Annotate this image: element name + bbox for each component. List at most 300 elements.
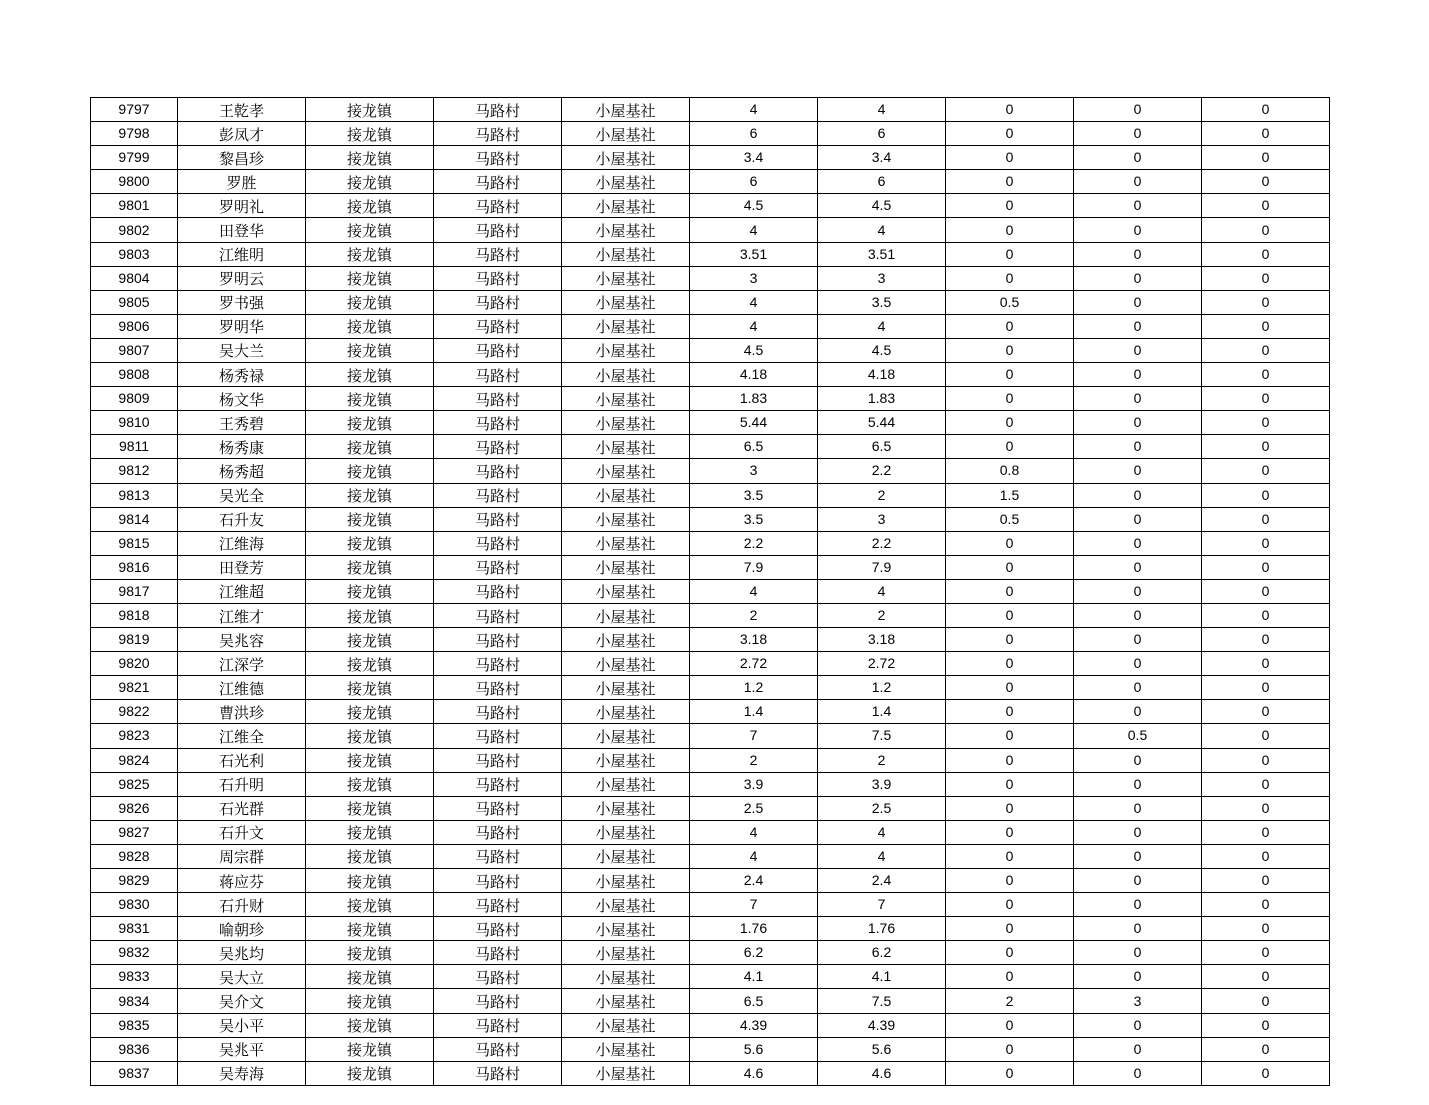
value-4-cell: 0: [1074, 603, 1202, 627]
table-row: [91, 170, 1330, 194]
table-row: [91, 98, 1330, 122]
group-cell: 小屋基社: [562, 917, 690, 941]
name-cell: 吴兆平: [178, 1037, 306, 1061]
value-2-cell: 4.5: [818, 338, 946, 362]
name-cell: 罗书强: [178, 290, 306, 314]
table-row: [91, 748, 1330, 772]
table-row: [91, 965, 1330, 989]
table-row: [91, 652, 1330, 676]
value-1-cell: 6: [690, 122, 818, 146]
table-row: [91, 507, 1330, 531]
value-5-cell: 0: [1202, 435, 1330, 459]
group-cell: 小屋基社: [562, 965, 690, 989]
value-1-cell: 2.5: [690, 796, 818, 820]
table-row: [91, 266, 1330, 290]
value-5-cell: 0: [1202, 314, 1330, 338]
value-4-cell: 0: [1074, 628, 1202, 652]
group-cell: 小屋基社: [562, 363, 690, 387]
table-row: [91, 194, 1330, 218]
value-5-cell: 0: [1202, 893, 1330, 917]
value-5-cell: 0: [1202, 98, 1330, 122]
value-5-cell: 0: [1202, 242, 1330, 266]
table-row: [91, 676, 1330, 700]
value-5-cell: 0: [1202, 579, 1330, 603]
value-4-cell: 0: [1074, 290, 1202, 314]
value-4-cell: 0: [1074, 387, 1202, 411]
village-cell: 马路村: [434, 628, 562, 652]
group-cell: 小屋基社: [562, 869, 690, 893]
village-cell: 马路村: [434, 555, 562, 579]
record-number-cell: 9833: [91, 965, 178, 989]
village-cell: 马路村: [434, 459, 562, 483]
value-1-cell: 5.44: [690, 411, 818, 435]
value-3-cell: 0: [946, 411, 1074, 435]
village-cell: 马路村: [434, 917, 562, 941]
record-number-cell: 9836: [91, 1037, 178, 1061]
value-3-cell: 0: [946, 242, 1074, 266]
value-1-cell: 3.5: [690, 483, 818, 507]
value-5-cell: 0: [1202, 146, 1330, 170]
town-cell: 接龙镇: [306, 941, 434, 965]
group-cell: 小屋基社: [562, 1061, 690, 1085]
name-cell: 吴光全: [178, 483, 306, 507]
record-number-cell: 9837: [91, 1061, 178, 1085]
village-cell: 马路村: [434, 820, 562, 844]
value-3-cell: 0: [946, 652, 1074, 676]
town-cell: 接龙镇: [306, 1013, 434, 1037]
town-cell: 接龙镇: [306, 122, 434, 146]
value-3-cell: 0: [946, 338, 1074, 362]
value-1-cell: 2: [690, 603, 818, 627]
value-4-cell: 0: [1074, 483, 1202, 507]
table-row: [91, 218, 1330, 242]
town-cell: 接龙镇: [306, 917, 434, 941]
value-5-cell: 0: [1202, 965, 1330, 989]
value-2-cell: 2: [818, 603, 946, 627]
name-cell: 喻朝珍: [178, 917, 306, 941]
town-cell: 接龙镇: [306, 290, 434, 314]
table-row: [91, 989, 1330, 1013]
group-cell: 小屋基社: [562, 555, 690, 579]
value-3-cell: 0: [946, 194, 1074, 218]
town-cell: 接龙镇: [306, 700, 434, 724]
value-5-cell: 0: [1202, 218, 1330, 242]
value-3-cell: 0: [946, 796, 1074, 820]
value-5-cell: 0: [1202, 290, 1330, 314]
group-cell: 小屋基社: [562, 170, 690, 194]
record-number-cell: 9799: [91, 146, 178, 170]
value-4-cell: 0: [1074, 146, 1202, 170]
group-cell: 小屋基社: [562, 941, 690, 965]
value-5-cell: 0: [1202, 266, 1330, 290]
group-cell: 小屋基社: [562, 411, 690, 435]
record-number-cell: 9831: [91, 917, 178, 941]
value-2-cell: 7.5: [818, 989, 946, 1013]
value-3-cell: 0: [946, 98, 1074, 122]
town-cell: 接龙镇: [306, 820, 434, 844]
value-3-cell: 0: [946, 266, 1074, 290]
value-2-cell: 3.5: [818, 290, 946, 314]
table-row: [91, 122, 1330, 146]
record-number-cell: 9820: [91, 652, 178, 676]
village-cell: 马路村: [434, 483, 562, 507]
value-2-cell: 1.76: [818, 917, 946, 941]
value-3-cell: 0: [946, 1037, 1074, 1061]
value-5-cell: 0: [1202, 917, 1330, 941]
value-3-cell: 0: [946, 917, 1074, 941]
value-5-cell: 0: [1202, 459, 1330, 483]
group-cell: 小屋基社: [562, 628, 690, 652]
value-3-cell: 0: [946, 218, 1074, 242]
name-cell: 吴介文: [178, 989, 306, 1013]
name-cell: 罗明云: [178, 266, 306, 290]
value-3-cell: 0: [946, 628, 1074, 652]
record-number-cell: 9829: [91, 869, 178, 893]
village-cell: 马路村: [434, 724, 562, 748]
table-row: [91, 411, 1330, 435]
value-5-cell: 0: [1202, 363, 1330, 387]
value-2-cell: 6: [818, 170, 946, 194]
table-row: [91, 603, 1330, 627]
value-2-cell: 4.18: [818, 363, 946, 387]
village-cell: 马路村: [434, 748, 562, 772]
name-cell: 石升财: [178, 893, 306, 917]
value-3-cell: 0: [946, 1013, 1074, 1037]
value-3-cell: 0: [946, 555, 1074, 579]
village-cell: 马路村: [434, 363, 562, 387]
value-5-cell: 0: [1202, 989, 1330, 1013]
value-2-cell: 6: [818, 122, 946, 146]
name-cell: 江维德: [178, 676, 306, 700]
value-2-cell: 4: [818, 820, 946, 844]
group-cell: 小屋基社: [562, 338, 690, 362]
value-4-cell: 0: [1074, 796, 1202, 820]
value-1-cell: 6.5: [690, 435, 818, 459]
value-5-cell: 0: [1202, 531, 1330, 555]
group-cell: 小屋基社: [562, 1013, 690, 1037]
name-cell: 杨秀康: [178, 435, 306, 459]
value-4-cell: 0: [1074, 435, 1202, 459]
value-4-cell: 0: [1074, 266, 1202, 290]
village-cell: 马路村: [434, 844, 562, 868]
value-1-cell: 3.18: [690, 628, 818, 652]
town-cell: 接龙镇: [306, 869, 434, 893]
value-2-cell: 4: [818, 98, 946, 122]
value-1-cell: 3.51: [690, 242, 818, 266]
value-3-cell: 0: [946, 893, 1074, 917]
value-3-cell: 0.5: [946, 507, 1074, 531]
record-number-cell: 9822: [91, 700, 178, 724]
value-4-cell: 0: [1074, 363, 1202, 387]
value-5-cell: 0: [1202, 194, 1330, 218]
value-2-cell: 3.18: [818, 628, 946, 652]
value-4-cell: 0: [1074, 1037, 1202, 1061]
table-row: [91, 1013, 1330, 1037]
value-5-cell: 0: [1202, 1061, 1330, 1085]
name-cell: 罗明华: [178, 314, 306, 338]
group-cell: 小屋基社: [562, 579, 690, 603]
value-5-cell: 0: [1202, 676, 1330, 700]
value-1-cell: 3: [690, 459, 818, 483]
value-4-cell: 0: [1074, 1013, 1202, 1037]
value-5-cell: 0: [1202, 555, 1330, 579]
value-2-cell: 1.83: [818, 387, 946, 411]
value-1-cell: 6.2: [690, 941, 818, 965]
record-number-cell: 9801: [91, 194, 178, 218]
village-cell: 马路村: [434, 266, 562, 290]
value-4-cell: 0: [1074, 820, 1202, 844]
name-cell: 石升文: [178, 820, 306, 844]
table-row: [91, 1037, 1330, 1061]
value-3-cell: 0: [946, 603, 1074, 627]
value-3-cell: 0: [946, 387, 1074, 411]
value-4-cell: 0: [1074, 507, 1202, 531]
value-1-cell: 3.5: [690, 507, 818, 531]
town-cell: 接龙镇: [306, 531, 434, 555]
value-2-cell: 2: [818, 748, 946, 772]
town-cell: 接龙镇: [306, 628, 434, 652]
record-number-cell: 9828: [91, 844, 178, 868]
value-4-cell: 0: [1074, 676, 1202, 700]
name-cell: 田登华: [178, 218, 306, 242]
village-cell: 马路村: [434, 1037, 562, 1061]
table-row: [91, 772, 1330, 796]
value-4-cell: 0: [1074, 748, 1202, 772]
group-cell: 小屋基社: [562, 772, 690, 796]
value-2-cell: 4.1: [818, 965, 946, 989]
town-cell: 接龙镇: [306, 338, 434, 362]
record-number-cell: 9814: [91, 507, 178, 531]
group-cell: 小屋基社: [562, 218, 690, 242]
value-1-cell: 1.83: [690, 387, 818, 411]
value-1-cell: 4.39: [690, 1013, 818, 1037]
value-5-cell: 0: [1202, 796, 1330, 820]
value-5-cell: 0: [1202, 772, 1330, 796]
value-4-cell: 0: [1074, 170, 1202, 194]
group-cell: 小屋基社: [562, 146, 690, 170]
group-cell: 小屋基社: [562, 387, 690, 411]
village-cell: 马路村: [434, 411, 562, 435]
group-cell: 小屋基社: [562, 820, 690, 844]
table-row: [91, 387, 1330, 411]
record-number-cell: 9812: [91, 459, 178, 483]
table-row: [91, 459, 1330, 483]
value-1-cell: 4.18: [690, 363, 818, 387]
village-cell: 马路村: [434, 170, 562, 194]
table-row: [91, 555, 1330, 579]
name-cell: 江维才: [178, 603, 306, 627]
value-1-cell: 2: [690, 748, 818, 772]
town-cell: 接龙镇: [306, 435, 434, 459]
value-5-cell: 0: [1202, 338, 1330, 362]
name-cell: 石光利: [178, 748, 306, 772]
record-number-cell: 9821: [91, 676, 178, 700]
town-cell: 接龙镇: [306, 266, 434, 290]
table-row: [91, 290, 1330, 314]
table-row: [91, 314, 1330, 338]
record-number-cell: 9809: [91, 387, 178, 411]
group-cell: 小屋基社: [562, 290, 690, 314]
table-row: [91, 1061, 1330, 1085]
group-cell: 小屋基社: [562, 724, 690, 748]
town-cell: 接龙镇: [306, 555, 434, 579]
value-1-cell: 4.1: [690, 965, 818, 989]
town-cell: 接龙镇: [306, 194, 434, 218]
value-4-cell: 0: [1074, 122, 1202, 146]
name-cell: 江深学: [178, 652, 306, 676]
value-2-cell: 7.5: [818, 724, 946, 748]
value-5-cell: 0: [1202, 603, 1330, 627]
table-row: [91, 796, 1330, 820]
value-2-cell: 7.9: [818, 555, 946, 579]
town-cell: 接龙镇: [306, 459, 434, 483]
group-cell: 小屋基社: [562, 603, 690, 627]
value-5-cell: 0: [1202, 170, 1330, 194]
value-5-cell: 0: [1202, 1037, 1330, 1061]
value-5-cell: 0: [1202, 411, 1330, 435]
village-cell: 马路村: [434, 242, 562, 266]
village-cell: 马路村: [434, 435, 562, 459]
table-row: [91, 531, 1330, 555]
town-cell: 接龙镇: [306, 748, 434, 772]
value-2-cell: 4.39: [818, 1013, 946, 1037]
value-2-cell: 2.4: [818, 869, 946, 893]
town-cell: 接龙镇: [306, 603, 434, 627]
value-2-cell: 6.2: [818, 941, 946, 965]
value-1-cell: 4: [690, 98, 818, 122]
name-cell: 黎昌珍: [178, 146, 306, 170]
record-number-cell: 9802: [91, 218, 178, 242]
value-4-cell: 0.5: [1074, 724, 1202, 748]
value-2-cell: 4: [818, 579, 946, 603]
village-cell: 马路村: [434, 314, 562, 338]
name-cell: 吴寿海: [178, 1061, 306, 1085]
value-4-cell: 0: [1074, 459, 1202, 483]
group-cell: 小屋基社: [562, 314, 690, 338]
value-2-cell: 7: [818, 893, 946, 917]
value-2-cell: 1.4: [818, 700, 946, 724]
group-cell: 小屋基社: [562, 242, 690, 266]
value-3-cell: 0: [946, 869, 1074, 893]
table-row: [91, 338, 1330, 362]
value-3-cell: 0: [946, 844, 1074, 868]
value-1-cell: 4: [690, 820, 818, 844]
record-number-cell: 9807: [91, 338, 178, 362]
group-cell: 小屋基社: [562, 507, 690, 531]
table-row: [91, 435, 1330, 459]
table-row: [91, 820, 1330, 844]
value-3-cell: 0: [946, 1061, 1074, 1085]
value-4-cell: 0: [1074, 579, 1202, 603]
value-2-cell: 3: [818, 507, 946, 531]
value-3-cell: 0: [946, 724, 1074, 748]
land-data-table: [90, 97, 1330, 1086]
village-cell: 马路村: [434, 941, 562, 965]
name-cell: 杨文华: [178, 387, 306, 411]
name-cell: 吴兆容: [178, 628, 306, 652]
value-3-cell: 0: [946, 820, 1074, 844]
village-cell: 马路村: [434, 194, 562, 218]
record-number-cell: 9803: [91, 242, 178, 266]
group-cell: 小屋基社: [562, 844, 690, 868]
name-cell: 吴大立: [178, 965, 306, 989]
value-2-cell: 5.6: [818, 1037, 946, 1061]
value-3-cell: 0.8: [946, 459, 1074, 483]
town-cell: 接龙镇: [306, 579, 434, 603]
name-cell: 吴小平: [178, 1013, 306, 1037]
table-row: [91, 579, 1330, 603]
town-cell: 接龙镇: [306, 724, 434, 748]
name-cell: 罗明礼: [178, 194, 306, 218]
table-row: [91, 893, 1330, 917]
value-2-cell: 2.2: [818, 459, 946, 483]
record-number-cell: 9818: [91, 603, 178, 627]
village-cell: 马路村: [434, 507, 562, 531]
record-number-cell: 9826: [91, 796, 178, 820]
town-cell: 接龙镇: [306, 1037, 434, 1061]
value-4-cell: 0: [1074, 917, 1202, 941]
value-3-cell: 0: [946, 676, 1074, 700]
value-1-cell: 4: [690, 290, 818, 314]
value-2-cell: 1.2: [818, 676, 946, 700]
village-cell: 马路村: [434, 603, 562, 627]
value-4-cell: 0: [1074, 844, 1202, 868]
value-1-cell: 7: [690, 893, 818, 917]
value-1-cell: 1.2: [690, 676, 818, 700]
village-cell: 马路村: [434, 218, 562, 242]
name-cell: 石升明: [178, 772, 306, 796]
town-cell: 接龙镇: [306, 772, 434, 796]
record-number-cell: 9798: [91, 122, 178, 146]
village-cell: 马路村: [434, 1013, 562, 1037]
value-3-cell: 0: [946, 772, 1074, 796]
value-4-cell: 0: [1074, 411, 1202, 435]
name-cell: 王秀碧: [178, 411, 306, 435]
value-1-cell: 4: [690, 579, 818, 603]
village-cell: 马路村: [434, 122, 562, 146]
value-4-cell: 0: [1074, 893, 1202, 917]
name-cell: 江维超: [178, 579, 306, 603]
record-number-cell: 9835: [91, 1013, 178, 1037]
value-3-cell: 0: [946, 146, 1074, 170]
value-5-cell: 0: [1202, 122, 1330, 146]
value-2-cell: 4: [818, 844, 946, 868]
record-number-cell: 9832: [91, 941, 178, 965]
name-cell: 杨秀禄: [178, 363, 306, 387]
village-cell: 马路村: [434, 652, 562, 676]
value-4-cell: 0: [1074, 242, 1202, 266]
group-cell: 小屋基社: [562, 1037, 690, 1061]
value-2-cell: 4: [818, 314, 946, 338]
value-4-cell: 0: [1074, 772, 1202, 796]
town-cell: 接龙镇: [306, 483, 434, 507]
group-cell: 小屋基社: [562, 98, 690, 122]
record-number-cell: 9808: [91, 363, 178, 387]
table-row: [91, 363, 1330, 387]
village-cell: 马路村: [434, 531, 562, 555]
value-3-cell: 1.5: [946, 483, 1074, 507]
value-2-cell: 3: [818, 266, 946, 290]
value-3-cell: 0: [946, 941, 1074, 965]
group-cell: 小屋基社: [562, 989, 690, 1013]
value-5-cell: 0: [1202, 869, 1330, 893]
value-5-cell: 0: [1202, 483, 1330, 507]
value-3-cell: 0: [946, 531, 1074, 555]
village-cell: 马路村: [434, 290, 562, 314]
value-1-cell: 4: [690, 314, 818, 338]
village-cell: 马路村: [434, 989, 562, 1013]
town-cell: 接龙镇: [306, 218, 434, 242]
